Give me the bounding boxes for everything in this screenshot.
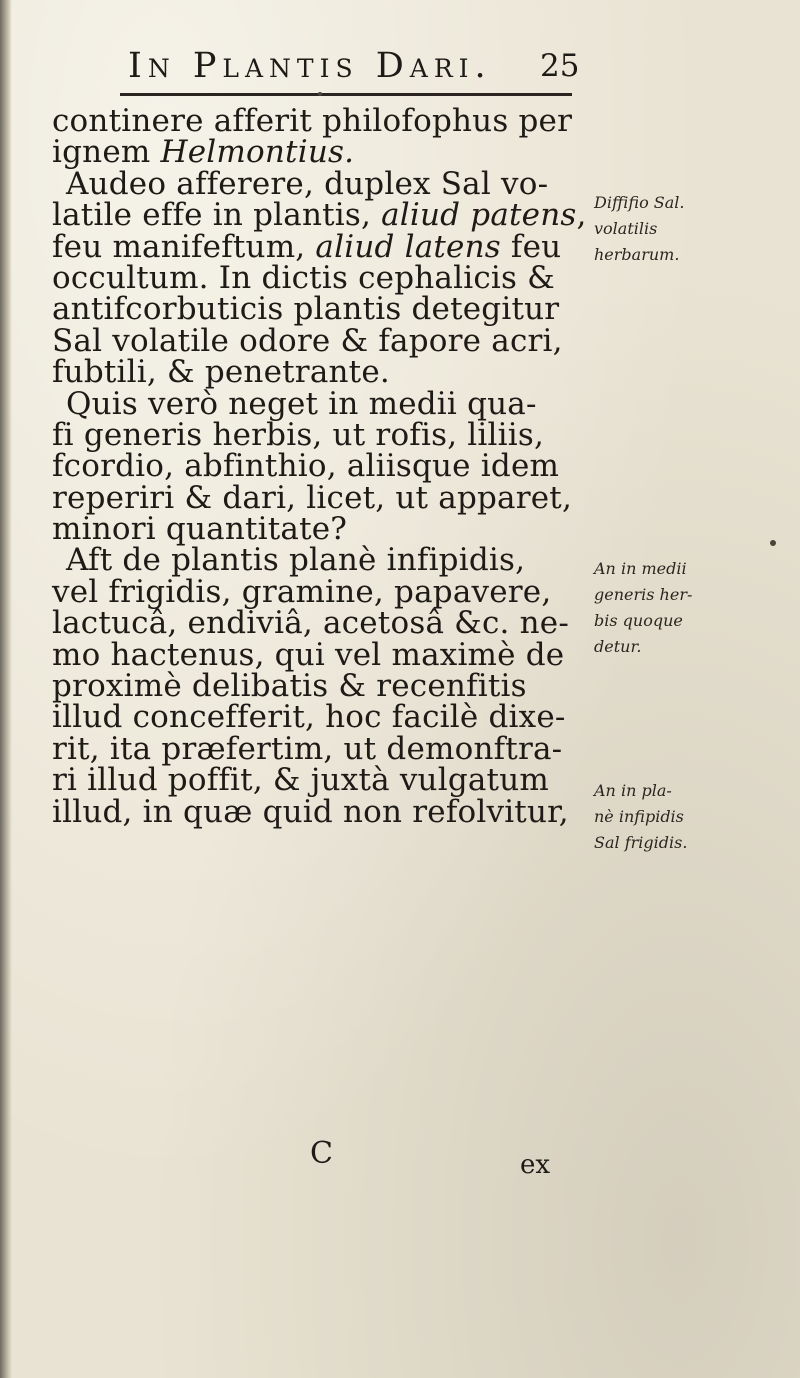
text-line: [52, 197, 592, 234]
marginal-note: [594, 190, 798, 268]
text-span: feu manifeftum,: [52, 228, 316, 265]
italic-span: aliud latens: [315, 228, 501, 265]
text-span: ,: [576, 197, 587, 234]
text-line: fubtili, & penetrante.: [52, 354, 390, 391]
text-line: Sal volatile odore & fapore acri,: [52, 322, 563, 359]
page-binding-edge: [0, 0, 12, 1378]
text-line: [52, 228, 592, 265]
running-head: In Plantis Dari.: [128, 46, 492, 86]
marginal-note-line: Sal frigidis.: [594, 833, 688, 852]
text-span: feu: [500, 228, 562, 265]
marginal-note-line: Diffifio Sal.: [594, 193, 685, 212]
text-line: illud, in quæ quid non refolvitur,: [52, 793, 569, 830]
text-line: mo hactenus, qui vel maximè de: [52, 636, 565, 673]
text-line: minori quantitate?: [52, 511, 348, 548]
marginal-note-line: detur.: [594, 637, 642, 656]
text-line: fcordio, abfinthio, aliisque idem: [52, 448, 560, 485]
text-span: ignem: [52, 134, 161, 171]
ink-speck: [318, 92, 322, 96]
ink-speck: [770, 540, 776, 546]
marginal-note: [594, 778, 798, 856]
text-line: [52, 134, 592, 171]
text-line: fi generis herbis, ut rofis, liliis,: [52, 416, 545, 453]
marginal-note-line: An in medii: [594, 559, 687, 578]
marginal-note-line: volatilis: [594, 219, 658, 238]
marginal-note-line: nè infipidis: [594, 807, 684, 826]
text-line: continere afferit philofophus per: [52, 103, 573, 139]
text-line: proximè delibatis & recenfitis: [52, 668, 527, 705]
catchword: ex: [520, 1150, 551, 1180]
marginal-note: [594, 556, 798, 660]
text-line: Quis verò neget in medii qua-: [66, 385, 537, 422]
body-text: [52, 103, 592, 830]
text-line: occultum. In dictis cephalicis &: [52, 259, 555, 296]
italic-span: aliud patens: [381, 197, 577, 234]
text-line: illud concefferit, hoc facilè dixe-: [52, 699, 566, 736]
page-number: 25: [540, 48, 580, 84]
text-line: Audeo afferere, duplex Sal vo-: [66, 165, 549, 202]
signature-mark: C: [310, 1136, 333, 1171]
header-rule: [120, 93, 572, 96]
text-span: latile effe in plantis,: [52, 197, 382, 234]
marginal-note-line: generis her-: [594, 585, 693, 604]
marginal-note-line: bis quoque: [594, 611, 683, 630]
text-line: Aft de plantis planè infipidis,: [66, 542, 526, 579]
text-line: vel frigidis, gramine, papavere,: [52, 573, 552, 610]
italic-span: Helmontius.: [160, 134, 355, 171]
marginal-note-line: An in pla-: [594, 781, 672, 800]
text-line: rit, ita præfertim, ut demonftra-: [52, 730, 563, 767]
text-line: ri illud poffit, & juxtà vulgatum: [52, 762, 549, 799]
marginal-note-line: herbarum.: [594, 245, 680, 264]
page-header: [120, 38, 590, 98]
text-line: reperiri & dari, licet, ut apparet,: [52, 479, 572, 516]
text-line: antifcorbuticis plantis detegitur: [52, 291, 560, 328]
text-line: lactucâ, endiviâ, acetosâ &c. ne-: [52, 605, 570, 642]
